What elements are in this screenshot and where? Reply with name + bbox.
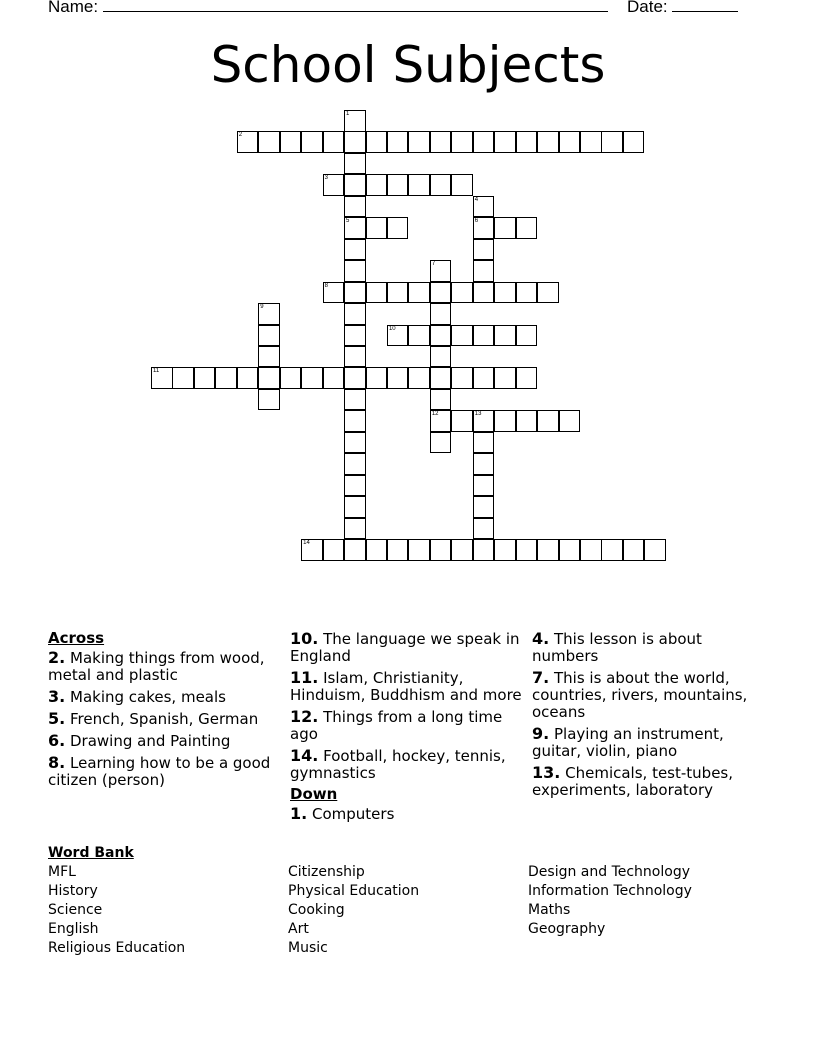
grid-cell[interactable] [366, 217, 388, 239]
word-bank-item: Design and Technology [528, 864, 690, 880]
grid-cell[interactable] [537, 131, 559, 153]
grid-cell[interactable] [451, 174, 473, 196]
grid-cell[interactable] [344, 260, 366, 282]
word-bank-item: Maths [528, 902, 571, 918]
word-bank-item: Physical Education [288, 883, 420, 899]
grid-cell[interactable] [151, 367, 173, 389]
grid-cell[interactable] [516, 282, 538, 304]
grid-cell[interactable] [344, 475, 366, 497]
word-bank-item: Art [288, 921, 309, 937]
grid-cell[interactable] [494, 410, 516, 432]
grid-cell[interactable] [473, 282, 495, 304]
clue-number: 5. [48, 709, 66, 728]
word-bank-item: Citizenship [288, 864, 365, 880]
clue-text: This lesson is about numbers [532, 630, 702, 665]
grid-cell[interactable] [451, 539, 473, 561]
grid-cell-number: 12 [431, 411, 439, 418]
grid-cell[interactable] [451, 367, 473, 389]
grid-cell[interactable] [430, 432, 452, 454]
date-label: Date: [627, 0, 668, 16]
page-title: School Subjects [210, 36, 606, 94]
grid-cell[interactable] [215, 367, 237, 389]
word-bank-item: History [48, 883, 98, 899]
clue-number: 13. [532, 763, 561, 782]
grid-cell[interactable] [473, 475, 495, 497]
grid-cell[interactable] [408, 282, 430, 304]
clue-number: 4. [532, 629, 550, 648]
name-label: Name: [48, 0, 99, 16]
grid-cell[interactable] [473, 367, 495, 389]
grid-cell[interactable] [387, 131, 409, 153]
grid-cell[interactable] [172, 367, 194, 389]
grid-cell[interactable] [408, 325, 430, 347]
grid-cell[interactable] [494, 131, 516, 153]
grid-cell[interactable] [344, 432, 366, 454]
grid-cell[interactable] [344, 110, 366, 132]
clue-number: 7. [532, 668, 550, 687]
clue [532, 630, 772, 665]
clue [532, 725, 772, 760]
clue-text: Football, hockey, tennis, gymnastics [290, 747, 506, 782]
grid-cell[interactable] [344, 367, 366, 389]
clue [290, 708, 522, 743]
grid-cell-number: 7 [431, 261, 436, 268]
clues-column-3 [532, 630, 772, 803]
clue-number: 8. [48, 753, 66, 772]
word-bank-item: English [48, 921, 99, 937]
word-bank-item: Music [288, 940, 328, 956]
grid-cell[interactable] [344, 196, 366, 218]
grid-cell[interactable] [473, 432, 495, 454]
grid-cell[interactable] [473, 496, 495, 518]
down-heading: Down [290, 785, 338, 803]
grid-cell[interactable] [516, 367, 538, 389]
grid-cell[interactable] [280, 131, 302, 153]
grid-cell[interactable] [344, 346, 366, 368]
clue [290, 747, 522, 782]
across-heading: Across [48, 629, 105, 647]
clue-number: 1. [290, 804, 308, 823]
grid-cell[interactable] [323, 367, 345, 389]
grid-cell[interactable] [387, 325, 409, 347]
grid-cell[interactable] [387, 217, 409, 239]
grid-cell[interactable] [430, 303, 452, 325]
grid-cell-number: 5 [346, 218, 350, 225]
grid-cell[interactable] [194, 367, 216, 389]
grid-cell[interactable] [323, 131, 345, 153]
grid-cell[interactable] [494, 282, 516, 304]
clue-number: 11. [290, 668, 319, 687]
grid-cell-number: 4 [474, 196, 479, 203]
word-bank-heading: Word Bank [48, 845, 134, 861]
clue-text: The language we speak in England [290, 630, 520, 665]
clue [532, 669, 772, 721]
grid-cell-number: 13 [474, 411, 482, 418]
grid-cell[interactable] [473, 217, 495, 239]
clue-number: 6. [48, 731, 66, 750]
clue-text: Islam, Christianity, Hinduism, Buddhism and more [290, 669, 522, 704]
grid-cell-number: 9 [260, 304, 264, 311]
clue-number: 10. [290, 629, 319, 648]
grid-cell[interactable] [473, 196, 495, 218]
grid-cell[interactable] [301, 131, 323, 153]
clue-text: Making things from wood, metal and plastic [48, 649, 265, 684]
grid-cell[interactable] [258, 325, 280, 347]
grid-cell[interactable] [473, 260, 495, 282]
grid-cell[interactable] [559, 410, 581, 432]
clue [48, 754, 273, 789]
grid-cell-number: 10 [388, 325, 396, 332]
grid-cell[interactable] [559, 131, 581, 153]
clue-text: Learning how to be a good citizen (person) [48, 754, 271, 789]
grid-cell[interactable] [237, 367, 259, 389]
grid-cell[interactable] [408, 367, 430, 389]
grid-cell[interactable] [516, 410, 538, 432]
grid-cell[interactable] [344, 389, 366, 411]
grid-cell[interactable] [494, 367, 516, 389]
word-bank-column-2 [288, 863, 419, 958]
grid-cell[interactable] [344, 325, 366, 347]
grid-cell[interactable] [258, 367, 280, 389]
grid-cell[interactable] [366, 282, 388, 304]
grid-cell[interactable] [430, 410, 452, 432]
grid-cell[interactable] [344, 131, 366, 153]
grid-cell[interactable] [494, 325, 516, 347]
grid-cell[interactable] [473, 539, 495, 561]
grid-cell[interactable] [323, 282, 345, 304]
grid-cell-number: 14 [303, 540, 310, 546]
clue [48, 649, 273, 684]
grid-cell[interactable] [516, 325, 538, 347]
grid-cell[interactable] [258, 303, 280, 325]
grid-cell[interactable] [344, 174, 366, 196]
grid-cell[interactable] [344, 410, 366, 432]
grid-cell[interactable] [344, 282, 366, 304]
grid-cell[interactable] [344, 239, 366, 261]
grid-cell[interactable] [473, 239, 495, 261]
grid-cell[interactable] [537, 282, 559, 304]
word-bank-item: MFL [48, 864, 76, 880]
grid-cell[interactable] [387, 539, 409, 561]
grid-cell[interactable] [258, 389, 280, 411]
grid-cell[interactable] [344, 153, 366, 175]
grid-cell[interactable] [366, 131, 388, 153]
word-bank-item: Cooking [288, 902, 345, 918]
word-bank-column-3 [528, 863, 692, 939]
grid-cell[interactable] [366, 367, 388, 389]
grid-cell[interactable] [451, 282, 473, 304]
grid-cell-number: 2 [238, 132, 243, 139]
grid-cell[interactable] [258, 346, 280, 368]
clue [48, 688, 273, 706]
grid-cell[interactable] [366, 174, 388, 196]
grid-cell[interactable] [408, 131, 430, 153]
grid-cell[interactable] [301, 539, 323, 561]
clue-text: Computers [312, 805, 395, 823]
grid-cell[interactable] [451, 131, 473, 153]
grid-cell-number: 11 [153, 368, 160, 375]
grid-cell[interactable] [387, 367, 409, 389]
grid-cell[interactable] [623, 539, 645, 561]
grid-cell[interactable] [344, 453, 366, 475]
word-bank-column-1 [48, 863, 185, 958]
clue-number: 14. [290, 746, 319, 765]
grid-cell[interactable] [537, 410, 559, 432]
grid-cell[interactable] [516, 131, 538, 153]
grid-cell[interactable] [516, 539, 538, 561]
clue [290, 805, 522, 823]
grid-cell[interactable] [366, 539, 388, 561]
grid-cell[interactable] [344, 518, 366, 540]
grid-cell[interactable] [280, 367, 302, 389]
clue-number: 3. [48, 687, 66, 706]
clue [48, 732, 273, 750]
grid-cell[interactable] [430, 325, 452, 347]
grid-cell[interactable] [623, 131, 645, 153]
clue-number: 12. [290, 707, 319, 726]
clue-text: Making cakes, meals [70, 688, 226, 706]
grid-cell[interactable] [473, 453, 495, 475]
grid-cell-number: 3 [324, 175, 328, 182]
clue-text: Drawing and Painting [70, 732, 231, 750]
grid-cell[interactable] [430, 389, 452, 411]
clue [48, 710, 273, 728]
word-bank-item: Geography [528, 921, 606, 937]
grid-cell[interactable] [430, 346, 452, 368]
grid-cell[interactable] [323, 539, 345, 561]
clue-text: French, Spanish, German [70, 710, 259, 728]
grid-cell[interactable] [344, 496, 366, 518]
grid-cell[interactable] [473, 131, 495, 153]
clue-text: Chemicals, test-tubes, experiments, laboratory [532, 764, 734, 799]
grid-cell[interactable] [408, 174, 430, 196]
grid-cell[interactable] [344, 303, 366, 325]
clue-text: Playing an instrument, guitar, violin, piano [532, 725, 724, 760]
grid-cell[interactable] [473, 518, 495, 540]
grid-cell[interactable] [516, 217, 538, 239]
clues-column-1 [48, 630, 273, 793]
grid-cell[interactable] [344, 217, 366, 239]
grid-cell[interactable] [301, 367, 323, 389]
grid-cell[interactable] [387, 282, 409, 304]
grid-cell-number: 8 [324, 282, 328, 289]
grid-cell[interactable] [430, 282, 452, 304]
word-bank-item: Information Technology [528, 883, 692, 899]
clue [290, 669, 522, 704]
clue-number: 9. [532, 724, 550, 743]
grid-cell[interactable] [494, 217, 516, 239]
word-bank-item: Religious Education [48, 940, 186, 956]
clues-column-2 [290, 630, 522, 827]
grid-cell[interactable] [430, 174, 452, 196]
clue [290, 630, 522, 665]
grid-cell[interactable] [323, 174, 345, 196]
grid-cell[interactable] [601, 131, 623, 153]
word-bank-item: Science [48, 902, 103, 918]
grid-cell[interactable] [473, 410, 495, 432]
grid-cell[interactable] [344, 539, 366, 561]
grid-cell[interactable] [258, 131, 280, 153]
grid-cell[interactable] [559, 539, 581, 561]
grid-cell[interactable] [430, 260, 452, 282]
clue [532, 764, 772, 799]
grid-cell[interactable] [430, 131, 452, 153]
grid-cell[interactable] [387, 174, 409, 196]
clue-text: Things from a long time ago [290, 708, 503, 743]
grid-cell[interactable] [451, 325, 473, 347]
grid-cell[interactable] [473, 325, 495, 347]
grid-cell[interactable] [537, 539, 559, 561]
clue-text: This is about the world, countries, rivers, mountains, oceans [532, 669, 748, 721]
grid-cell[interactable] [430, 539, 452, 561]
grid-cell[interactable] [451, 410, 473, 432]
grid-cell-number: 6 [474, 218, 479, 225]
grid-cell[interactable] [494, 539, 516, 561]
clue-number: 2. [48, 648, 66, 667]
grid-cell-number: 1 [346, 111, 350, 117]
grid-cell[interactable] [237, 131, 259, 153]
grid-cell[interactable] [580, 131, 602, 153]
grid-cell[interactable] [430, 367, 452, 389]
grid-cell[interactable] [580, 539, 602, 561]
grid-cell[interactable] [644, 539, 666, 561]
grid-cell[interactable] [408, 539, 430, 561]
grid-cell[interactable] [601, 539, 623, 561]
